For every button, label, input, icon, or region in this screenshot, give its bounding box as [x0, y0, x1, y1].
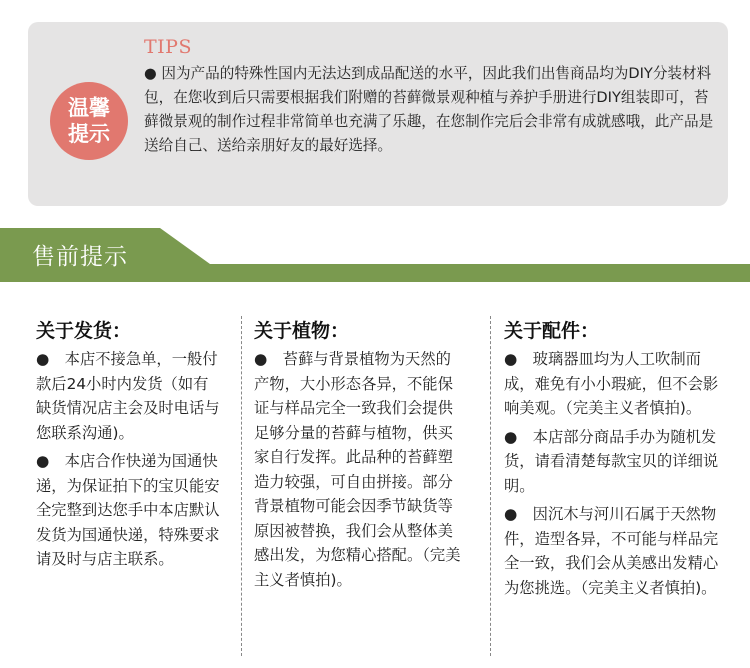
banner-title: 售前提示 — [32, 244, 128, 270]
column-item: ● 本店部分商品手办为随机发货，请看清楚每款宝贝的详细说明。 — [504, 427, 719, 495]
column-heading: 关于配件： — [504, 320, 600, 342]
column-item: ● 苔藓与背景植物为天然的产物，大小形态各异，不能保证与样品完全一致我们会提供足够分量的苔藓与植物，供买家自行发挥。此品种的苔藓塑造力较强，可自由拼接。部分背景植物可能会因季节缺货等原因被替换，我们会从整体美感出发，为您精心搭配。（完美主义者慎拍)。 — [254, 350, 461, 589]
column-item: ● 玻璃器皿均为人工吹制而成，难免有小小瑕疵，但不会影响美观。（完美主义者慎拍)。 — [504, 350, 719, 417]
tips-title: TIPS — [144, 36, 192, 58]
column-divider — [490, 316, 491, 656]
tips-text: ● 因为产品的特殊性国内无法达到成品配送的水平，因此我们出售商品均为DIY分装材料包，在您收到后只需要根据我们附赠的苔藓微景观种植与养护手册进行DIY组装即可，苔藓微景观的制作过程非常简单也充满了乐趣，在您制作完后会非常有成就感哦，此产品是送给自己、送给亲朋好友的最好选择。 — [144, 65, 714, 154]
column-plants — [254, 316, 466, 592]
badge-line-2: 提示 — [68, 121, 110, 146]
column-item: ● 本店合作快递为国通快递，为保证拍下的宝贝能安全完整到达您手中本店默认发货为国通快递，特殊要求请及时与店主联系。 — [36, 452, 220, 568]
column-item: ● 本店不接急单，一般付款后24小时内发货（如有缺货情况店主会及时电话与您联系沟通)。 — [36, 350, 220, 442]
column-accessories — [504, 316, 720, 600]
warm-tips-badge — [50, 82, 128, 160]
column-heading: 关于发货： — [36, 320, 132, 342]
column-divider — [241, 316, 242, 656]
column-heading: 关于植物： — [254, 320, 350, 342]
column-shipping — [36, 316, 220, 572]
column-item: ● 因沉木与河川石属于天然物件，造型各异，不可能与样品完全一致，我们会从美感出发精心为您挑选。（完美主义者慎拍)。 — [504, 505, 719, 597]
badge-line-1: 温馨 — [68, 95, 110, 120]
